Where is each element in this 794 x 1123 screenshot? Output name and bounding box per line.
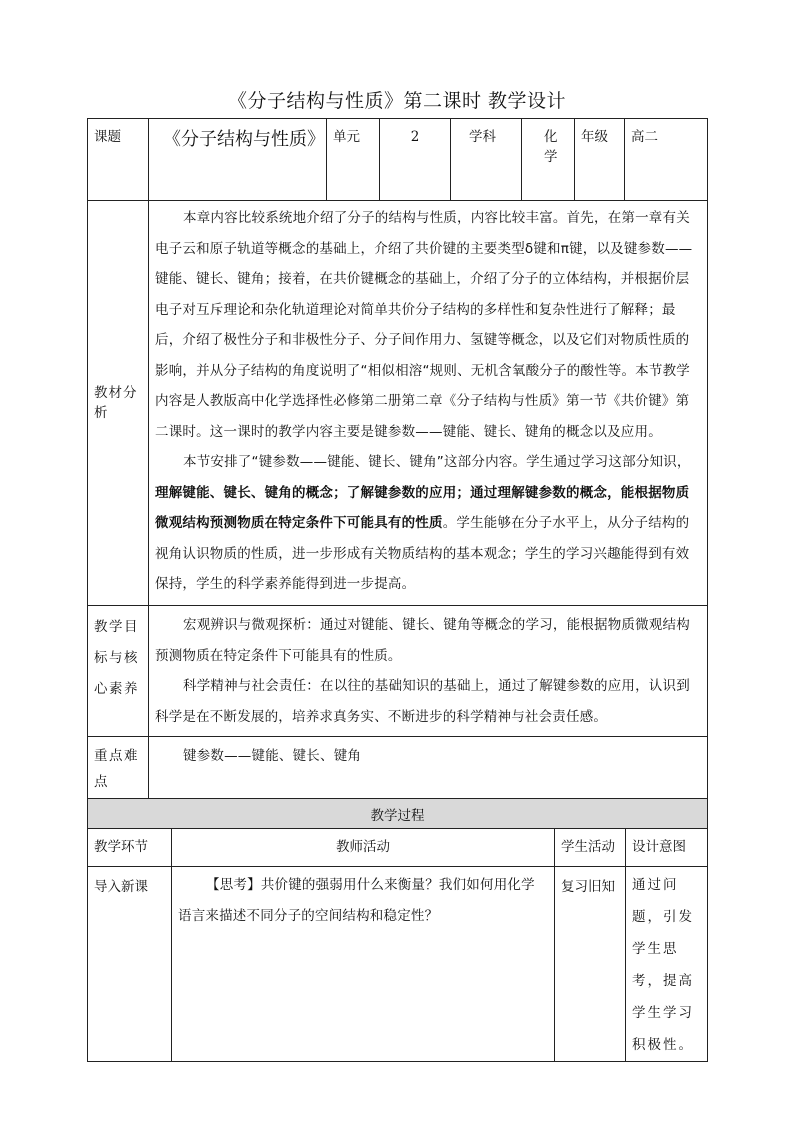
- row-stage: 导入新课: [88, 867, 172, 1062]
- page-title: 《分子结构与性质》第二课时 教学设计: [227, 90, 567, 112]
- process-table: [87, 798, 708, 1062]
- row-intent: 通过问题，引发学生思考，提高学生学习积极性。: [626, 867, 708, 1062]
- key-points-row: [88, 737, 708, 799]
- analysis-paragraph-1: 本章内容比较系统地介绍了分子的结构与性质，内容比较丰富。首先，在第一章有关电子云和原子轨道等概念的基础上，介绍了共价键的主要类型δ键和π键，以及键参数——键能、键长、键角；接着，在共价键概念的基础上，介绍了分子的立体结构，并根据价层电子对互斥理论和杂化轨道理论对简单共价分子结构的多样性和复杂性进行了解释；最后，介绍了极性分子和非极性分子、分子间作用力、氢键等概念，以及它们对物质性质的影响，并从分子结构的角度说明了“相似相溶“规则、无机含氧酸分子的酸性等。本节教学内容是人教版高中化学选择性必修第二册第二章《分子结构与性质》第一节《共价键》第二课时。这一课时的教学内容主要是键参数——键能、键长、键角的概念以及应用。: [155, 210, 693, 440]
- grade-label: 年级: [575, 119, 625, 201]
- course-label: 课题: [88, 119, 149, 201]
- analysis-p2-intro: 本节安排了“键参数——键能、键长、键角”这部分内容。学生通过学习这部分知识，: [183, 454, 691, 470]
- analysis-content: [149, 201, 708, 606]
- course-value: 《分子结构与性质》: [149, 119, 327, 201]
- think-question: 共价键的强弱用什么来衡量？我们如何用化学语言来描述不同分子的空间结构和稳定性？: [178, 877, 535, 924]
- analysis-p2-bold: 理解键能、键长、键角的概念；了解键参数的应用；通过理解键参数的概念，能根据物质微观结构预测物质在特定条件下可能具有的性质: [155, 484, 690, 531]
- goals-content: [149, 606, 708, 737]
- header-teacher: 教师活动: [172, 829, 555, 867]
- process-row: [88, 867, 708, 1062]
- goals-label: 教学目标与核心素养: [88, 606, 149, 737]
- goals-paragraph-2: 科学精神与社会责任：在以往的基础知识的基础上，通过了解键参数的应用，认识到科学是在不断发展的，培养求真务实、不断进步的科学精神与社会责任感。: [155, 678, 690, 725]
- unit-value: 2: [380, 119, 451, 201]
- analysis-row: [88, 201, 708, 606]
- subject-value: 化学: [522, 119, 575, 201]
- header-stage: 教学环节: [88, 829, 172, 867]
- grade-value: 高二: [625, 119, 708, 201]
- analysis-p2-rest: 。学生能够在分子水平上，从分子结构的视角认识物质的性质，进一步形成有关物质结构的基本观念；学生的学习兴趣能得到有效保持，学生的科学素养能得到进一步提高。: [155, 515, 690, 592]
- goals-row: [88, 606, 708, 737]
- row-teacher-text: [178, 870, 548, 931]
- key-points-label: 重点难点: [88, 737, 149, 799]
- header-student: 学生活动: [555, 829, 626, 867]
- subject-label: 学科: [451, 119, 522, 201]
- analysis-label: 教材分析: [88, 201, 149, 606]
- row-teacher: [172, 867, 555, 1062]
- lesson-info-table: [87, 118, 708, 799]
- unit-label: 单元: [327, 119, 380, 201]
- analysis-paragraph-2: [155, 447, 701, 600]
- process-title-row: [88, 799, 708, 829]
- key-points-value: 键参数——键能、键长、键角: [183, 748, 362, 764]
- process-section-title: 教学过程: [88, 799, 708, 829]
- row-student: 复习旧知: [555, 867, 626, 1062]
- header-intent: 设计意图: [626, 829, 708, 867]
- key-points-content: [149, 737, 708, 799]
- info-row: [88, 119, 708, 201]
- think-tag: 【思考】: [206, 877, 261, 893]
- process-header-row: [88, 829, 708, 867]
- goals-paragraph-1: 宏观辨识与微观探析：通过对键能、键长、键角等概念的学习，能根据物质微观结构预测物质在特定条件下可能具有的性质。: [155, 617, 690, 664]
